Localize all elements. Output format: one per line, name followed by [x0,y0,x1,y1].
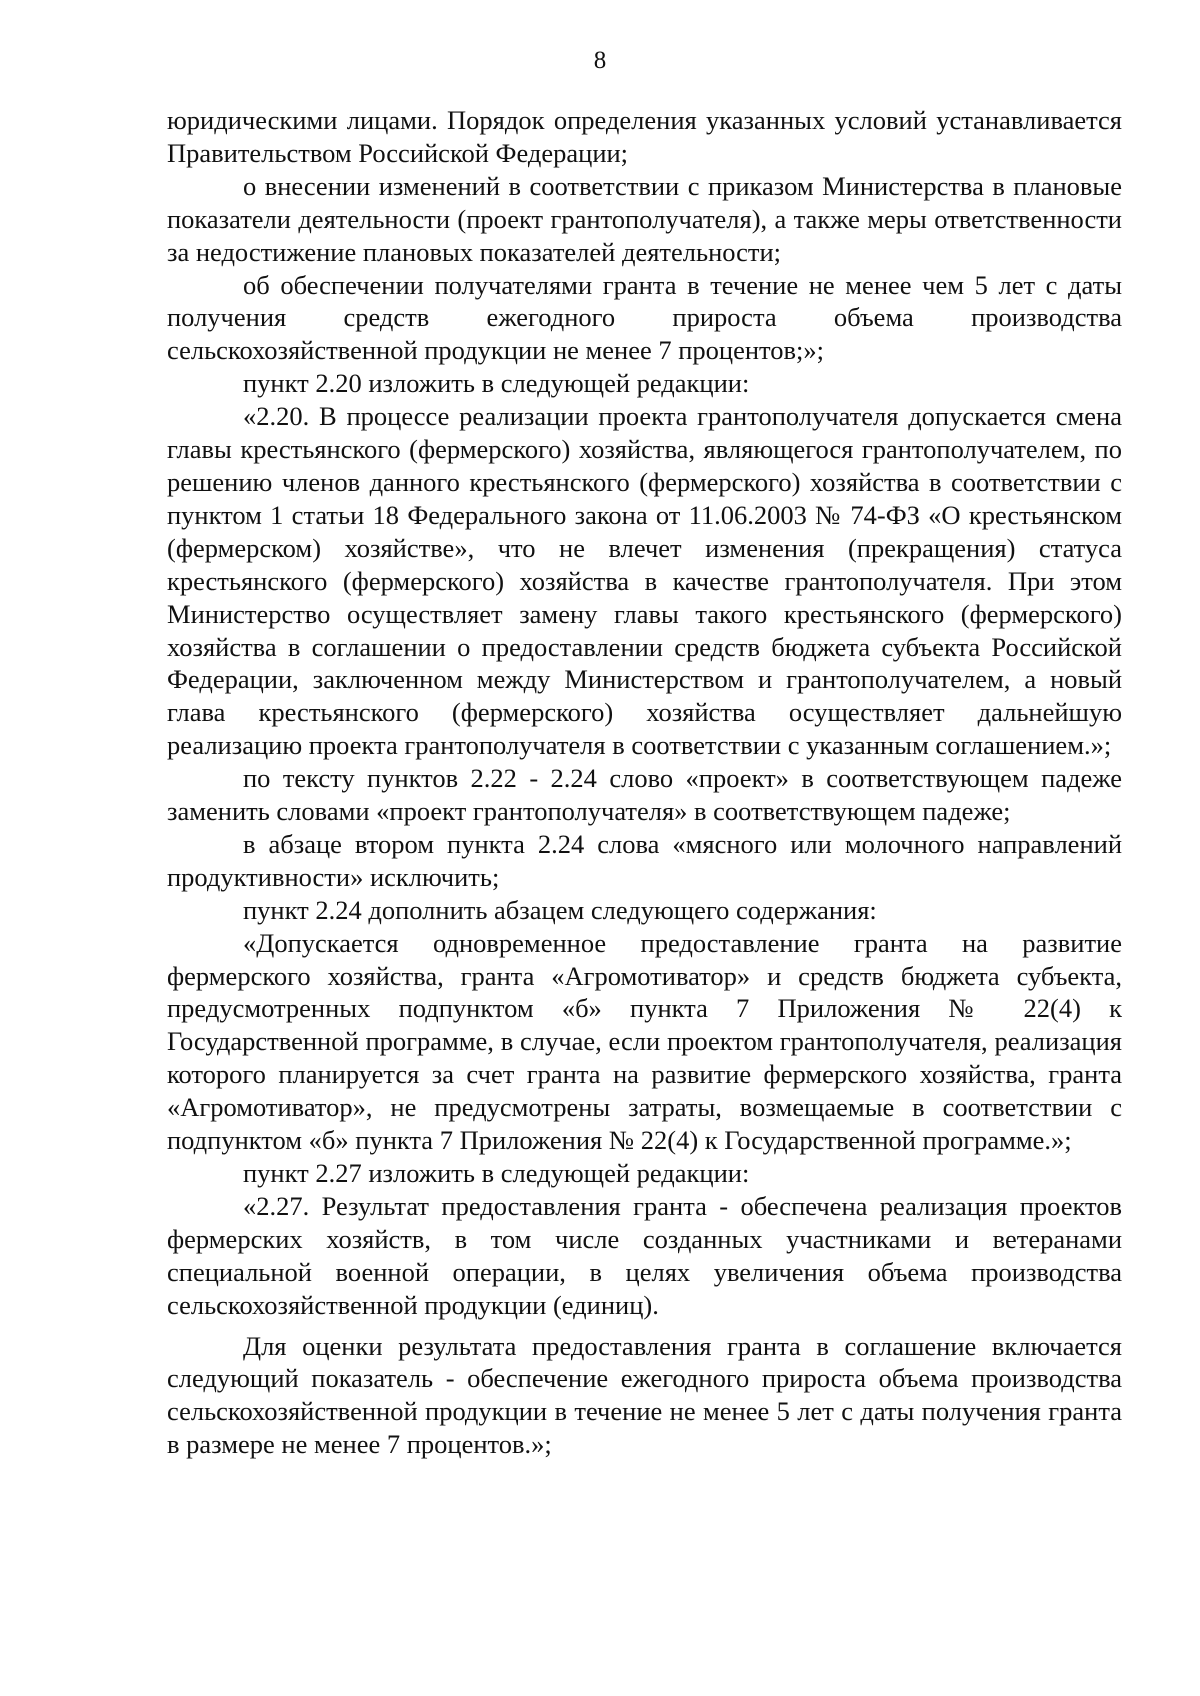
document-body [167,104,1122,1461]
paragraph-2: о внесении изменений в соответствии с приказом Министерства в плановые показатели деятельности (проект грантополучателя), а также меры ответственности за недостижение плановых показателей деятельности; [167,170,1122,267]
paragraph-11: «2.27. Результат предоставления гранта - обеспечена реализация проектов фермерских хозяйств, в том числе созданных участниками и ветеранами специальной военной операции, в целях увеличения объема производства сельскохозяйственной продукции (единиц). [167,1190,1122,1320]
paragraph-3: об обеспечении получателями гранта в течение не менее чем 5 лет с даты получения средств ежегодного прироста объема производства сельскохозяйственной продукции не менее 7 процентов;»; [167,269,1122,366]
paragraph-4: пункт 2.20 изложить в следующей редакции: [243,368,750,399]
paragraph-12: Для оценки результата предоставления гранта в соглашение включается следующий показатель - обеспечение ежегодного прироста объема производства сельскохозяйственной продукции в течение не менее 5 лет с даты получения гранта в размере не менее 7 процентов.»; [167,1330,1122,1460]
paragraph-10: пункт 2.27 изложить в следующей редакции: [243,1158,750,1188]
paragraph-1: юридическими лицами. Порядок определения указанных условий устанавливается Правительством Российской Федерации; [167,105,1122,168]
paragraph-8: пункт 2.24 дополнить абзацем следующего содержания: [243,894,877,925]
paragraph-5: «2.20. В процессе реализации проекта грантополучателя допускается смена главы крестьянского (фермерского) хозяйства, являющегося грантополучателем, по решению членов данного крестьянского (фермерского) хозяйства в соответствии с пунктом 1 статьи 18 Федерального закона от 11.06.2003 № 74-ФЗ «О крестьянском (фермерском) хозяйстве», что не влечет изменения (прекращения) статуса крестьянского (фермерского) хозяйства в качестве грантополучателя. При этом Министерство осуществляет замену главы такого крестьянского (фермерского) хозяйства в соглашении о предоставлении средств бюджета субъекта Российской Федерации, заключенном между Министерством и грантополучателем, а новый глава крестьянского (фермерского) хозяйства осуществляет дальнейшую реализацию проекта грантополучателя в соответствии с указанным соглашением.»; [167,401,1122,761]
paragraph-7: в абзаце втором пункта 2.24 слова «мясного или молочного направлений продуктивности» исключить; [167,828,1122,892]
page-number: 8 [593,47,607,74]
paragraph-6: по тексту пунктов 2.22 - 2.24 слово «проект» в соответствующем падеже заменить словами «проект грантополучателя» в соответствующем падеже; [167,763,1122,827]
paragraph-9: «Допускается одновременное предоставление гранта на развитие фермерского хозяйства, гранта «Агромотиватор» и средств бюджета субъекта, предусмотренных подпунктом «б» пункта 7 Приложения № 22(4) к Государственной программе, в случае, если проектом грантополучателя, реализация которого планируется за счет гранта на развитие фермерского хозяйства, гранта «Агромотиватор», не предусмотрены затраты, возмещаемые в соответствии с подпунктом «б» пункта 7 Приложения № 22(4) к Государственной программе.»; [167,927,1122,1156]
